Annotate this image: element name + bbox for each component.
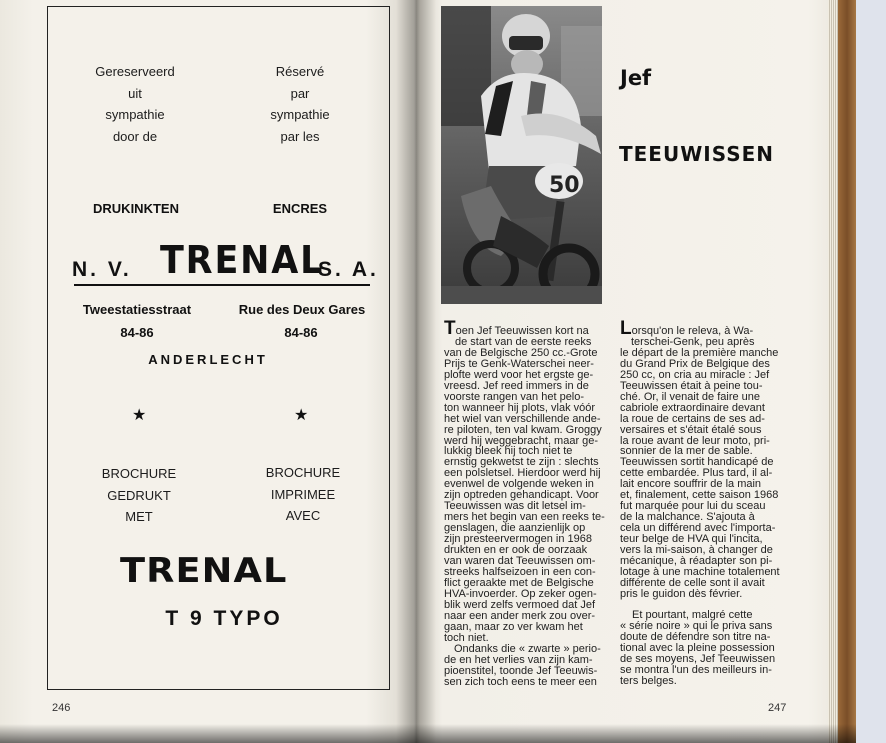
star-icon: ★ xyxy=(132,407,147,424)
backdrop xyxy=(856,0,886,743)
brochure-text-fr: BROCHURE IMPRIMEE AVEC xyxy=(265,465,341,523)
company-form-fr: S. A. xyxy=(318,258,379,281)
street-number-fr: 84-86 xyxy=(284,325,318,340)
typeface-name: T 9 TYPO xyxy=(165,607,283,630)
city: ANDERLECHT xyxy=(148,352,268,367)
article-title-first-name: Jef xyxy=(620,66,652,90)
motocross-photo xyxy=(441,6,602,304)
book-binding xyxy=(838,0,856,743)
reserved-text-fr: Réservé par sympathie par les xyxy=(270,64,330,144)
rider-illustration xyxy=(441,6,602,304)
ink-label-fr: ENCRES xyxy=(272,201,328,216)
page-number-left: 246 xyxy=(52,702,71,714)
article-title-last-name: TEEUWISSEN xyxy=(619,142,775,166)
article-column-french: Lorsqu'on le releva, à Wa- terschei-Genk, peu après le départ de la première manche du Grand Prix de Belgique des 250 cc, on cria au miracle : Jef Teeuwissen était à peine tou- ché. Or, il venait de faire une cabriole extraordinaire devant la roue de certains de ses ad- versaires et s'était étalé sous la roue avant de leur moto, pri- sonnier de la mer de sable. Teeuwissen sortit handicapé de cette embardée. Plus tard, il al- lait encore souffrir de la main et, finalement, cette saison 1968 fut marquée pour lui du sceau de la malchance. S'ajouta à cela un différend avec l'importa- teur belge de HVA qui l'incita, vers la mi-saison, à changer de mécanique, à réadapter son pi- lotage à une machine totalement différente de celle sont il avait pris le guidon dès février. Et pourtant, malgré cette « série noire » qui le priva sans doute de défendre son titre na- tional avec la pleine possession de ses moyens, Jef Teeuwissen se montra l'un des meilleurs in- ters belges. xyxy=(620,318,780,687)
street-nl: Tweestatiesstraat xyxy=(82,302,192,317)
brand-logo: TRENAL xyxy=(120,551,288,591)
street-fr: Rue des Deux Gares xyxy=(238,302,366,317)
race-number: 50 xyxy=(549,173,580,198)
bottom-shadow xyxy=(0,724,856,743)
brochure-text-nl: BROCHURE GEDRUKT MET xyxy=(101,466,177,524)
page-number-right: 247 xyxy=(768,702,787,714)
divider xyxy=(74,284,370,286)
gutter-shadow xyxy=(396,0,436,743)
ink-label-nl: DRUKINKTEN xyxy=(93,201,179,216)
street-number-nl: 84-86 xyxy=(120,325,154,340)
reserved-text-nl: Gereserveerd uit sympathie door de xyxy=(95,64,175,144)
drop-cap: T xyxy=(444,318,456,339)
star-icon: ★ xyxy=(294,407,309,424)
company-name: TRENAL xyxy=(160,238,325,282)
drop-cap: L xyxy=(620,318,632,339)
article-column-dutch: Toen Jef Teeuwissen kort na de start van de eerste reeks van de Belgische 250 cc.-Grote Prijs te Genk-Waterschei neer- plofte werd voor het ergste ge- vreesd. Jef reed immers in de voorste rangen van het pelo- ton wanneer hij plots, vlak vóór het wiel van verschillende ande- re piloten, ten val kwam. Groggy werd hij weggebracht, maar ge- lukkig bleek hij toch niet te ernstig gekwetst te zijn : slechts een polsletsel. Hierdoor werd hij evenwel de volgende weken in zijn optreden gehandicapt. Voor Teeuwissen was dit letsel im- mers het begin van een reeks te- genslagen, die aanzienlijk op zijn presteervermogen in 1968 drukten en er ook de oorzaak van waren dat Teeuwissen om- streeks halfseizoen in een con- flict geraakte met de Belgische HVA-invoerder. Op zeker ogen- blik werd zelfs vermoed dat Jef naar een ander merk zou over- gaan, maar zo ver kwam het toch niet. Ondanks die « zwarte » perio- de en het verlies van zijn kam- pioenstitel, toonde Jef Teeuwis- sen zich toch eens te meer een xyxy=(444,318,605,688)
company-form-nl: N. V. xyxy=(72,258,132,281)
